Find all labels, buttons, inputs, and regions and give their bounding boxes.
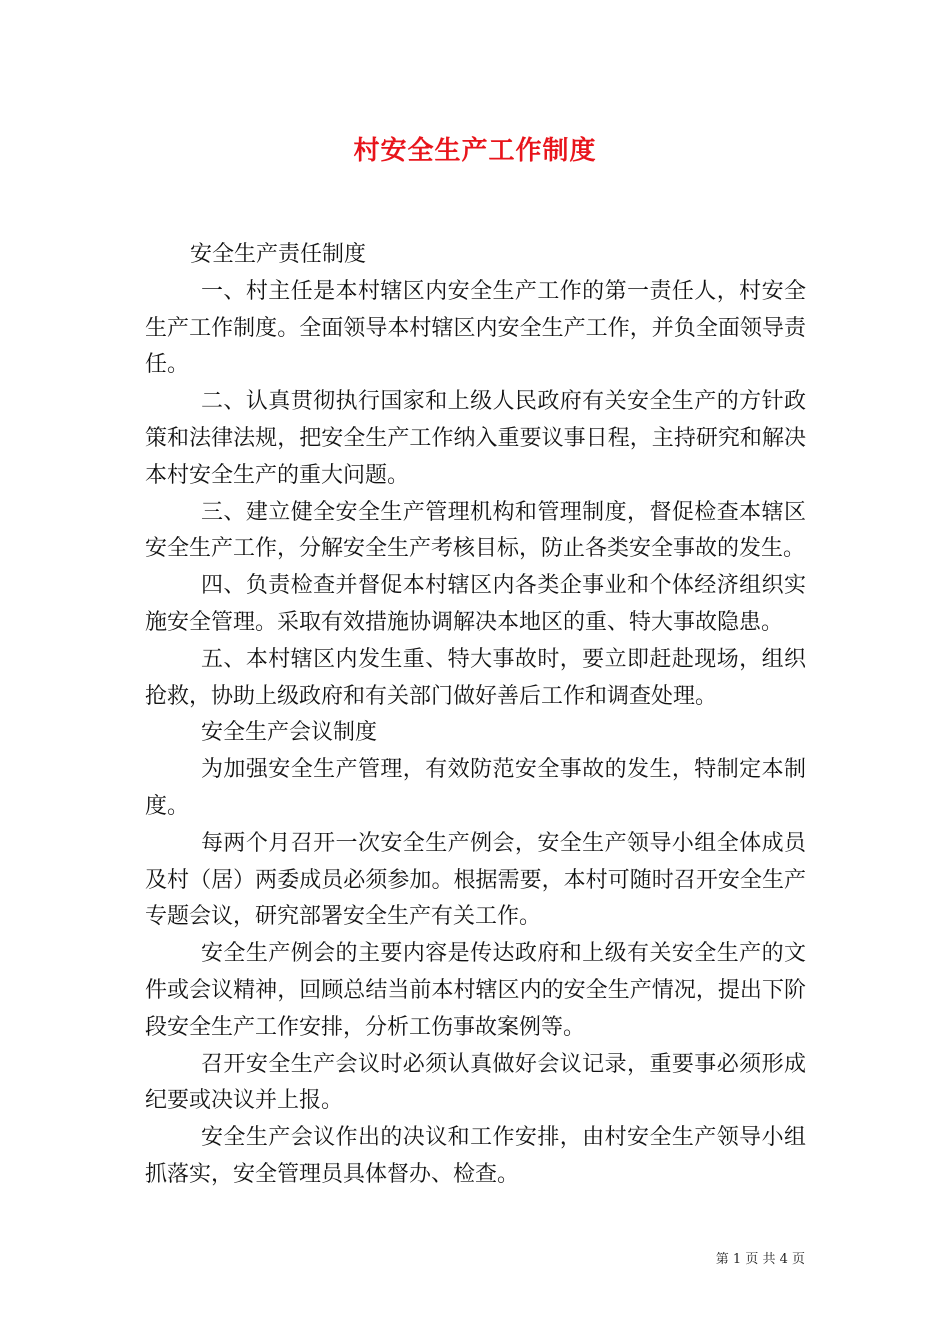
paragraph: 三、建立健全安全生产管理机构和管理制度，督促检查本辖区安全生产工作，分解安全生产考核目标，防止各类安全事故的发生。 [145,499,806,562]
paragraph: 每两个月召开一次安全生产例会，安全生产领导小组全体成员及村（居）两委成员必须参加。根据需要，本村可随时召开安全生产专题会议，研究部署安全生产有关工作。 [145,830,806,930]
paragraph: 一、村主任是本村辖区内安全生产工作的第一责任人，村安全生产工作制度。全面领导本村辖区内安全生产工作，并负全面领导责任。 [145,278,806,378]
paragraph: 五、本村辖区内发生重、特大事故时，要立即赶赴现场，组织抢救，协助上级政府和有关部门做好善后工作和调查处理。 [145,646,806,709]
section-heading: 安全生产责任制度 [190,242,367,267]
paragraph: 安全生产例会的主要内容是传达政府和上级有关安全生产的文件或会议精神，回顾总结当前本村辖区内的安全生产情况，提出下阶段安全生产工作安排，分析工伤事故案例等。 [145,941,806,1040]
paragraph: 四、负责检查并督促本村辖区内各类企事业和个体经济组织实施安全管理。采取有效措施协调解决本地区的重、特大事故隐患。 [145,573,806,635]
paragraph: 召开安全生产会议时必须认真做好会议记录，重要事必须形成纪要或决议并上报。 [145,1051,806,1114]
page-number: 第 1 页 共 4 页 [715,1252,805,1267]
paragraph: 二、认真贯彻执行国家和上级人民政府有关安全生产的方针政策和法律法规，把安全生产工作纳入重要议事日程，主持研究和解决本村安全生产的重大问题。 [145,389,806,488]
document-title: 村安全生产工作制度 [353,136,597,166]
paragraph: 为加强安全生产管理，有效防范安全事故的发生，特制定本制度。 [145,757,806,819]
paragraph: 安全生产会议作出的决议和工作安排，由村安全生产领导小组抓落实，安全管理员具体督办、检查。 [145,1125,806,1187]
document-body [145,237,806,1194]
section-heading: 安全生产会议制度 [201,720,378,746]
